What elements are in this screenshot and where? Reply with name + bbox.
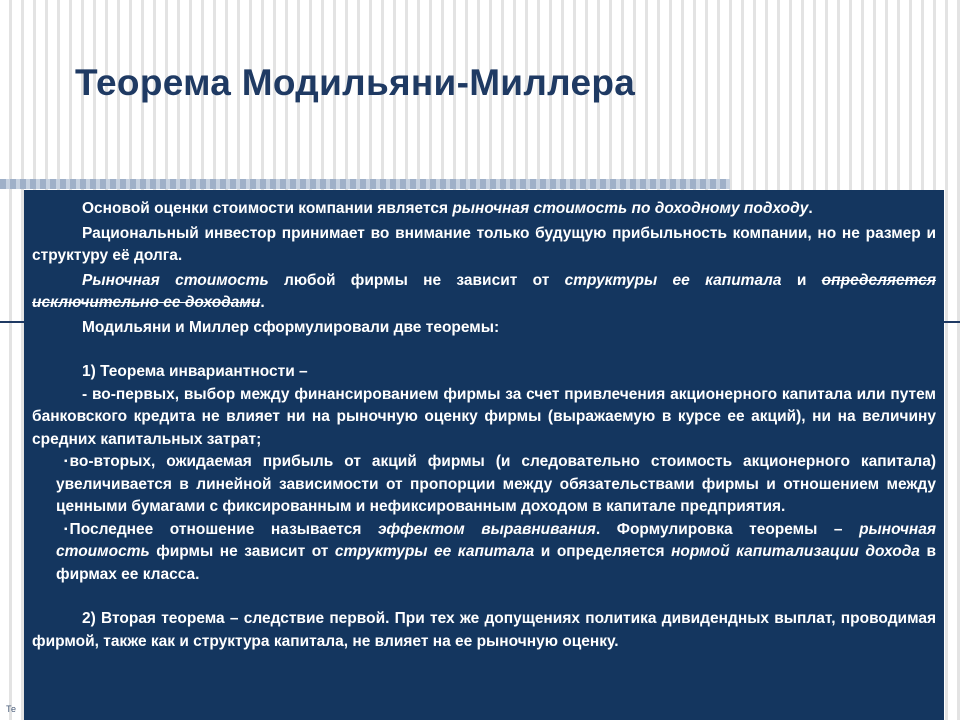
paragraph-two-theorems: Модильяни и Миллер сформулировали две теоремы:	[82, 318, 500, 336]
bullet-icon: ▪	[64, 523, 68, 535]
paragraph-theorem-one: 1) Теорема инвариантности –	[82, 363, 308, 380]
bullet-icon: ▪	[64, 456, 68, 467]
paragraph-rational-investor: Рациональный инвестор принимает во внимание только будущую прибыльность компании, но не размер и структуру её долга.	[32, 224, 936, 264]
paragraph-market-value: Рыночная стоимость любой фирмы не зависит от структуры ее капитала и определяется исключительно ее доходами.	[32, 271, 936, 311]
content-box	[24, 190, 944, 720]
paragraph-valuation-basis: Основой оценки стоимости компании является рыночная стоимость по доходному подходу.	[82, 200, 813, 217]
spacer	[32, 586, 936, 608]
slide-title: Теорема Модильяни-Миллера	[75, 62, 636, 103]
spacer	[32, 339, 936, 361]
decorative-stripe	[0, 179, 730, 189]
paragraph-second-point: ▪ во-вторых, ожидаемая прибыль от акций фирмы (и следовательно стоимость акционерного капитала) увеличивается в линейной зависимости от пропорции между обязательствами фирмы и отношением между ценными бумагами с фиксированным и нефиксированным доходом в капитале предприятия.	[56, 453, 936, 515]
footer-text: Те	[6, 704, 16, 714]
paragraph-first-point: - во-первых, выбор между финансированием фирмы за счет привлечения акционерного капитала или путем банковского кредита не влияет ни на рыночную оценку фирмы (выражаемую в курсе ее акций), ни на величину средних капитальных затрат;	[32, 385, 936, 448]
paragraph-theorem-two: 2) Вторая теорема – следствие первой. При тех же допущениях политика дивидендных выплат, проводимая фирмой, также как и структура капитала, не влияет на ее рыночную оценку.	[32, 610, 936, 650]
paragraph-leveling-effect: ▪ Последнее отношение называется эффектом выравнивания. Формулировка теоремы – рыночная стоимость фирмы не зависит от структуры ее капитала и определяется нормой капитализации дохода в фирмах ее класса.	[56, 520, 937, 583]
